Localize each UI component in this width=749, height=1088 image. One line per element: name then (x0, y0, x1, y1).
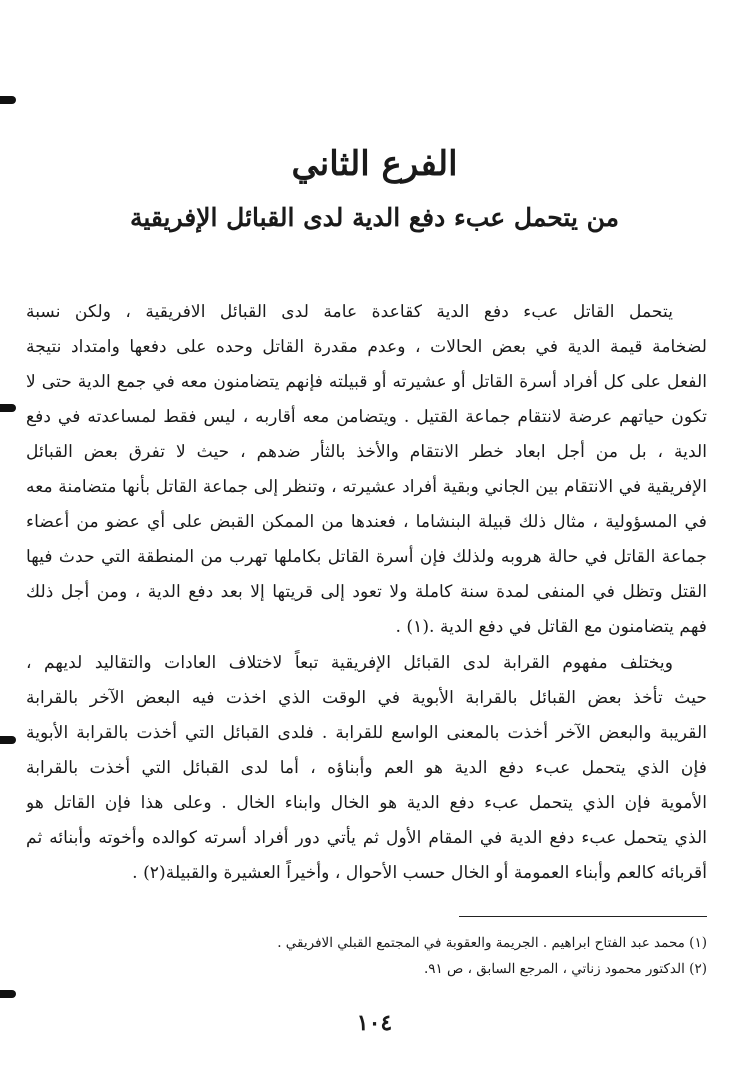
text-line: القتل وتظل في المنفى لمدة سنة كاملة ولا تعود إلى قريتها إلا بعد دفع الدية ، ومن أجل ذلك (26, 582, 707, 602)
text-line: تكون حياتهم عرضة لانتقام جماعة القتيل . ويتضامن معه أقاربه ، ليس فقط لمساعدته في دفع (26, 407, 707, 427)
text-line: في المسؤولية ، مثال ذلك قبيلة البنشاما ، فعندها من الممكن القبض على أي عضو من أعضاء (26, 512, 707, 532)
text-line: فإن الذي يتحمل عبء دفع الدية هو العم وأبناؤه ، أما لدى القبائل التي أخذت بالقرابة (26, 758, 707, 778)
footnotes (150, 930, 707, 982)
text-line: الدية ، بل من أجل ابعاد خطر الانتقام والأخذ بالثأر ضدهم ، حيث لا تفرق بعض القبائل (26, 442, 707, 462)
chapter-title: الفرع الثاني (291, 144, 458, 184)
text-line: الأموية فإن الذي يتحمل عبء دفع الدية هو الخال وابناء الخال . وعلى هذا فإن القاتل هو (26, 793, 707, 813)
margin-binding-mark (0, 736, 16, 744)
footnote-separator (459, 916, 707, 917)
text-line: يتحمل القاتل عبء دفع الدية كقاعدة عامة لدى القبائل الافريقية ، ولكن نسبة (26, 302, 673, 322)
margin-binding-mark (0, 990, 16, 998)
paragraph-2 (26, 646, 707, 891)
footnote-1: (١) محمد عبد الفتاح ابراهيم . الجريمة والعقوبة في المجتمع القبلي الافريقي . (277, 935, 707, 951)
margin-binding-mark (0, 404, 16, 412)
text-line: لضخامة قيمة الدية في بعض الحالات ، وعدم مقدرة القاتل وحده على دفعها وامتداد نتيجة (26, 337, 707, 357)
margin-binding-mark (0, 96, 16, 104)
text-line: فهم يتضامنون مع القاتل في دفع الدية .(١) . (395, 617, 707, 637)
text-line: جماعة القاتل في حالة هروبه ولذلك فإن أسرة القاتل بكاملها تهرب من المنطقة التي حدث فيها (26, 547, 707, 567)
text-line: ويختلف مفهوم القرابة لدى القبائل الإفريقية تبعاً لاختلاف العادات والتقاليد لديهم ، (26, 653, 673, 673)
text-line: حيث تأخذ بعض القبائل بالقرابة الأبوية في الوقت الذي اخذت فيه البعض الآخر بالقرابة (26, 688, 707, 708)
text-line: أقربائه كالعم وأبناء العمومة أو الخال حسب الأحوال ، وأخيراً العشيرة والقبيلة(٢) . (132, 863, 707, 883)
text-line: الإفريقية في الانتقام بين الجاني وبقية أفراد عشيرته ، وتنظر إلى جماعة القاتل بأنها متضامنة معه (26, 477, 707, 497)
page-number: ١٠٤ (356, 1010, 393, 1036)
paragraph-1 (26, 295, 707, 645)
text-line: القريبة والبعض الآخر أخذت بالمعنى الواسع للقرابة . فلدى القبائل التي أخذت بالقرابة الأبوية (26, 723, 707, 743)
text-line: الفعل على كل أفراد أسرة القاتل أو عشيرته أو قبيلته فإنهم يتضامنون معه في جمع الدية حتى لا (26, 372, 707, 392)
section-title: من يتحمل عبء دفع الدية لدى القبائل الإفريقية (129, 203, 620, 232)
text-line: الذي يتحمل عبء دفع الدية في المقام الأول ثم يأتي دور أفراد أسرته كوالده وأخوته وأبنائه ثم (26, 828, 707, 848)
footnote-2: (٢) الدكتور محمود زناتي ، المرجع السابق ، ص ٩١. (423, 961, 707, 977)
